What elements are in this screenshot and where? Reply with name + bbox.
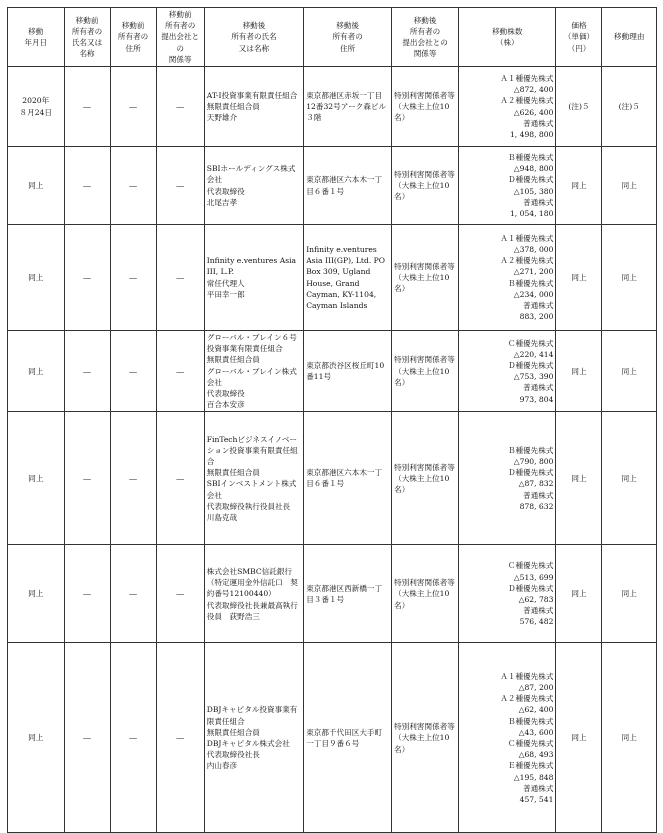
new-owner-name-cell-line: FinTechビジネスイノベーション投資事業有限責任組合 [206,434,298,467]
prev-owner-address-cell: ― [110,412,156,545]
shares-cell-line: △220, 414 [513,349,554,359]
prev-owner-relation-cell: ― [156,67,204,147]
shares-cell-line: △513, 699 [513,572,554,582]
shares-cell [459,331,556,412]
shares-cell-line: Ｄ種優先株式 [507,468,554,478]
new-owner-name-cell-line: 無限責任組合員 [206,727,260,737]
price-cell: 同上 [556,643,602,833]
prev-owner-address-cell: ― [110,331,156,412]
new-owner-relation-cell: 特別利害関係者等（大株主上位10名） [392,147,459,225]
new-owner-name-cell-line: 内山春彦 [206,761,238,771]
reason-cell: 同上 [602,545,657,643]
transfer-date-cell: 同上 [8,643,65,833]
new-owner-name-cell [204,67,303,147]
shares-cell [459,225,556,331]
price-cell: 同上 [556,225,602,331]
transfer-date-cell: 同上 [8,412,65,545]
shares-cell-line: 普通株式 [523,383,554,393]
new-owner-relation-cell: 特別利害関係者等（大株主上位10名） [392,643,459,833]
shares-cell-line: 457, 541 [519,794,554,804]
new-owner-name-cell-line: 天野雄介 [206,113,238,123]
new-owner-name-cell-line: 代表取締役社長兼最高執行役員 荻野浩三 [206,600,298,621]
new-owner-name-cell-line: 無限責任組合員 [206,468,260,478]
new-owner-relation-cell: 特別利害関係者等（大株主上位10名） [392,225,459,331]
price-cell: (注)５ [556,67,602,147]
header-prev-name: 移動前 所有者の 氏名又は 名称 [64,8,110,67]
prev-owner-relation-cell: ― [156,225,204,331]
prev-owner-address-cell: ― [110,67,156,147]
shares-cell-line: △234, 000 [513,289,554,299]
transfer-date-cell: 2020年 ８月24日 [8,67,65,147]
new-owner-address-cell: 東京都港区西新橋一丁目３番１号 [304,545,392,643]
prev-owner-relation-cell: ― [156,545,204,643]
new-owner-name-cell [204,225,303,331]
new-owner-name-cell-line: 北尾吉孝 [206,197,238,207]
new-owner-name-cell-line: 代表取締役執行役員社長 [206,501,291,511]
header-new-rel: 移動後 所有者の 提出会社との 関係等 [392,8,459,67]
shares-cell-line: Ｃ種優先株式 [507,738,554,748]
new-owner-relation-cell: 特別利害関係者等（大株主上位10名） [392,545,459,643]
new-owner-name-cell [204,412,303,545]
header-prev-rel: 移動前 所有者の 提出会社との 関係等 [156,8,204,67]
new-owner-name-cell-line: グローバル・ブレイン６号投資事業有限責任組合 [206,333,297,354]
new-owner-name-cell-line: 無限責任組合員 [206,101,260,111]
new-owner-name-cell-line: 代表取締役 [206,389,245,399]
shares-cell-line: △105, 380 [513,186,554,196]
shares-cell-line: Ｃ種優先株式 [507,561,554,571]
new-owner-relation-cell: 特別利害関係者等（大株主上位10名） [392,331,459,412]
new-owner-name-cell-line: 川島克哉 [206,513,238,523]
table-body [8,67,657,833]
new-owner-name-cell-line: DBJキャピタル投資事業有限責任組合 [206,705,298,726]
table-row [8,225,657,331]
shares-cell-line: 883, 200 [519,312,554,322]
shares-cell-line: 1, 498, 800 [509,129,554,139]
shares-cell-line: Ｂ種優先株式 [507,278,554,288]
shares-cell-line: 1, 054, 180 [509,208,554,218]
new-owner-name-cell-line: 代表取締役社長 [206,750,260,760]
shares-cell-line: Ｂ種優先株式 [507,445,554,455]
shares-cell-line: △790, 800 [513,457,554,467]
header-row [8,8,657,67]
prev-owner-address-cell: ― [110,643,156,833]
prev-owner-name-cell: ― [64,225,110,331]
new-owner-name-cell-line: 株式会社SMBC信託銀行（特定運用金外信託口 契約番号12100440） [206,566,298,599]
shares-cell-line: 973, 804 [519,394,554,404]
price-cell: 同上 [556,412,602,545]
new-owner-name-cell-line: AT-I投資事業有限責任組合 [206,90,298,100]
header-price: 価格 （単価） （円） [556,8,602,67]
shares-cell-line: 普通株式 [523,197,554,207]
shares-cell [459,412,556,545]
transfer-date-cell: 同上 [8,225,65,331]
table-row [8,412,657,545]
shares-cell-line: △872, 400 [513,85,554,95]
reason-cell: (注)５ [602,67,657,147]
header-new-name: 移動後 所有者の氏名 又は名称 [204,8,303,67]
table-row [8,545,657,643]
new-owner-address-cell: 東京都港区赤坂一丁目12番32号アーク森ビル３階 [304,67,392,147]
transfer-date-cell: 同上 [8,147,65,225]
price-cell: 同上 [556,147,602,225]
shares-cell-line: △43, 600 [518,727,554,737]
new-owner-name-cell-line: SBIインベストメント株式会社 [206,479,297,500]
table-row [8,331,657,412]
new-owner-relation-cell: 特別利害関係者等（大株主上位10名） [392,67,459,147]
shares-cell-line: 普通株式 [523,490,554,500]
shares-cell-line: △87, 200 [518,682,554,692]
shares-cell-line: △68, 493 [518,750,554,760]
new-owner-name-cell [204,147,303,225]
prev-owner-address-cell: ― [110,147,156,225]
shares-cell-line: 普通株式 [523,783,554,793]
new-owner-name-cell-line: DBJキャピタル株式会社 [206,738,290,748]
table-row [8,147,657,225]
reason-cell: 同上 [602,412,657,545]
header-date: 移動 年月日 [8,8,65,67]
shares-cell-line: Ａ２種優先株式 [500,96,554,106]
new-owner-name-cell-line: 無限責任組合員 [206,355,260,365]
shares-cell [459,67,556,147]
prev-owner-relation-cell: ― [156,331,204,412]
new-owner-address-cell: 東京都千代田区大手町一丁目９番６号 [304,643,392,833]
shares-cell-line: 普通株式 [523,118,554,128]
shares-cell-line: Ａ１種優先株式 [500,73,554,83]
header-new-addr: 移動後 所有者の 住所 [304,8,392,67]
shares-cell-line: Ｂ種優先株式 [507,152,554,162]
shares-cell-line: Ａ１種優先株式 [500,671,554,681]
reason-cell: 同上 [602,643,657,833]
prev-owner-relation-cell: ― [156,643,204,833]
prev-owner-name-cell: ― [64,545,110,643]
shares-cell-line: △195, 848 [513,772,554,782]
header-reason: 移動理由 [602,8,657,67]
new-owner-address-cell: 東京都渋谷区桜丘町10番11号 [304,331,392,412]
table-row [8,67,657,147]
shares-cell-line: 普通株式 [523,300,554,310]
prev-owner-relation-cell: ― [156,412,204,545]
shares-cell-line: △626, 400 [513,107,554,117]
reason-cell: 同上 [602,331,657,412]
new-owner-name-cell-line: 常任代理人 [206,278,245,288]
shares-cell-line: Ｄ種優先株式 [507,361,554,371]
prev-owner-relation-cell: ― [156,147,204,225]
shares-cell-line: Ｃ種優先株式 [507,338,554,348]
share-transfer-table [7,7,657,833]
price-cell: 同上 [556,545,602,643]
transfer-date-cell: 同上 [8,331,65,412]
shares-cell-line: △378, 000 [513,244,554,254]
shares-cell-line: △271, 200 [513,267,554,277]
shares-cell-line: Ｂ種優先株式 [507,716,554,726]
new-owner-name-cell-line: グローバル・ブレイン株式会社 [206,366,297,387]
price-cell: 同上 [556,331,602,412]
new-owner-name-cell-line: Infinity e.ventures Asia III, L.P. [206,256,297,277]
prev-owner-name-cell: ― [64,67,110,147]
header-prev-addr: 移動前 所有者の 住所 [110,8,156,67]
table-row [8,643,657,833]
prev-owner-name-cell: ― [64,331,110,412]
new-owner-name-cell-line: 百合本安彦 [206,400,245,410]
prev-owner-name-cell: ― [64,412,110,545]
shares-cell-line: Ａ２種優先株式 [500,694,554,704]
reason-cell: 同上 [602,225,657,331]
shares-cell-line: Ａ１種優先株式 [500,233,554,243]
new-owner-address-cell: 東京都港区六本木一丁目６番１号 [304,412,392,545]
prev-owner-name-cell: ― [64,147,110,225]
prev-owner-address-cell: ― [110,545,156,643]
new-owner-name-cell [204,331,303,412]
shares-cell-line: Ｅ種優先株式 [507,761,554,771]
new-owner-address-cell: 東京都港区六本木一丁目６番１号 [304,147,392,225]
shares-cell-line: △753, 390 [513,372,554,382]
shares-cell-line: Ｄ種優先株式 [507,583,554,593]
shares-cell-line: 普通株式 [523,606,554,616]
new-owner-name-cell [204,643,303,833]
shares-cell-line: 576, 482 [519,617,554,627]
new-owner-name-cell [204,545,303,643]
shares-cell-line: △62, 400 [518,705,554,715]
shares-cell [459,643,556,833]
shares-cell [459,147,556,225]
shares-cell [459,545,556,643]
shares-cell-line: Ａ２種優先株式 [500,256,554,266]
new-owner-address-cell: Infinity e.ventures Asia III(GP), Ltd. PO Box 309, Ugland House, Grand Cayman, KY-1104, Cayman Islands [304,225,392,331]
header-shares: 移動株数 （株） [459,8,556,67]
shares-cell-line: △87, 832 [518,479,554,489]
shares-cell-line: Ｄ種優先株式 [507,175,554,185]
prev-owner-name-cell: ― [64,643,110,833]
shares-cell-line: △948, 800 [513,164,554,174]
new-owner-name-cell-line: 平田幸一郎 [206,289,245,299]
shares-cell-line: △62, 783 [518,594,554,604]
new-owner-relation-cell: 特別利害関係者等（大株主上位10名） [392,412,459,545]
new-owner-name-cell-line: SBIホールディングス株式会社 [206,164,296,185]
transfer-date-cell: 同上 [8,545,65,643]
shares-cell-line: 878, 632 [519,501,554,511]
new-owner-name-cell-line: 代表取締役 [206,186,245,196]
reason-cell: 同上 [602,147,657,225]
prev-owner-address-cell: ― [110,225,156,331]
